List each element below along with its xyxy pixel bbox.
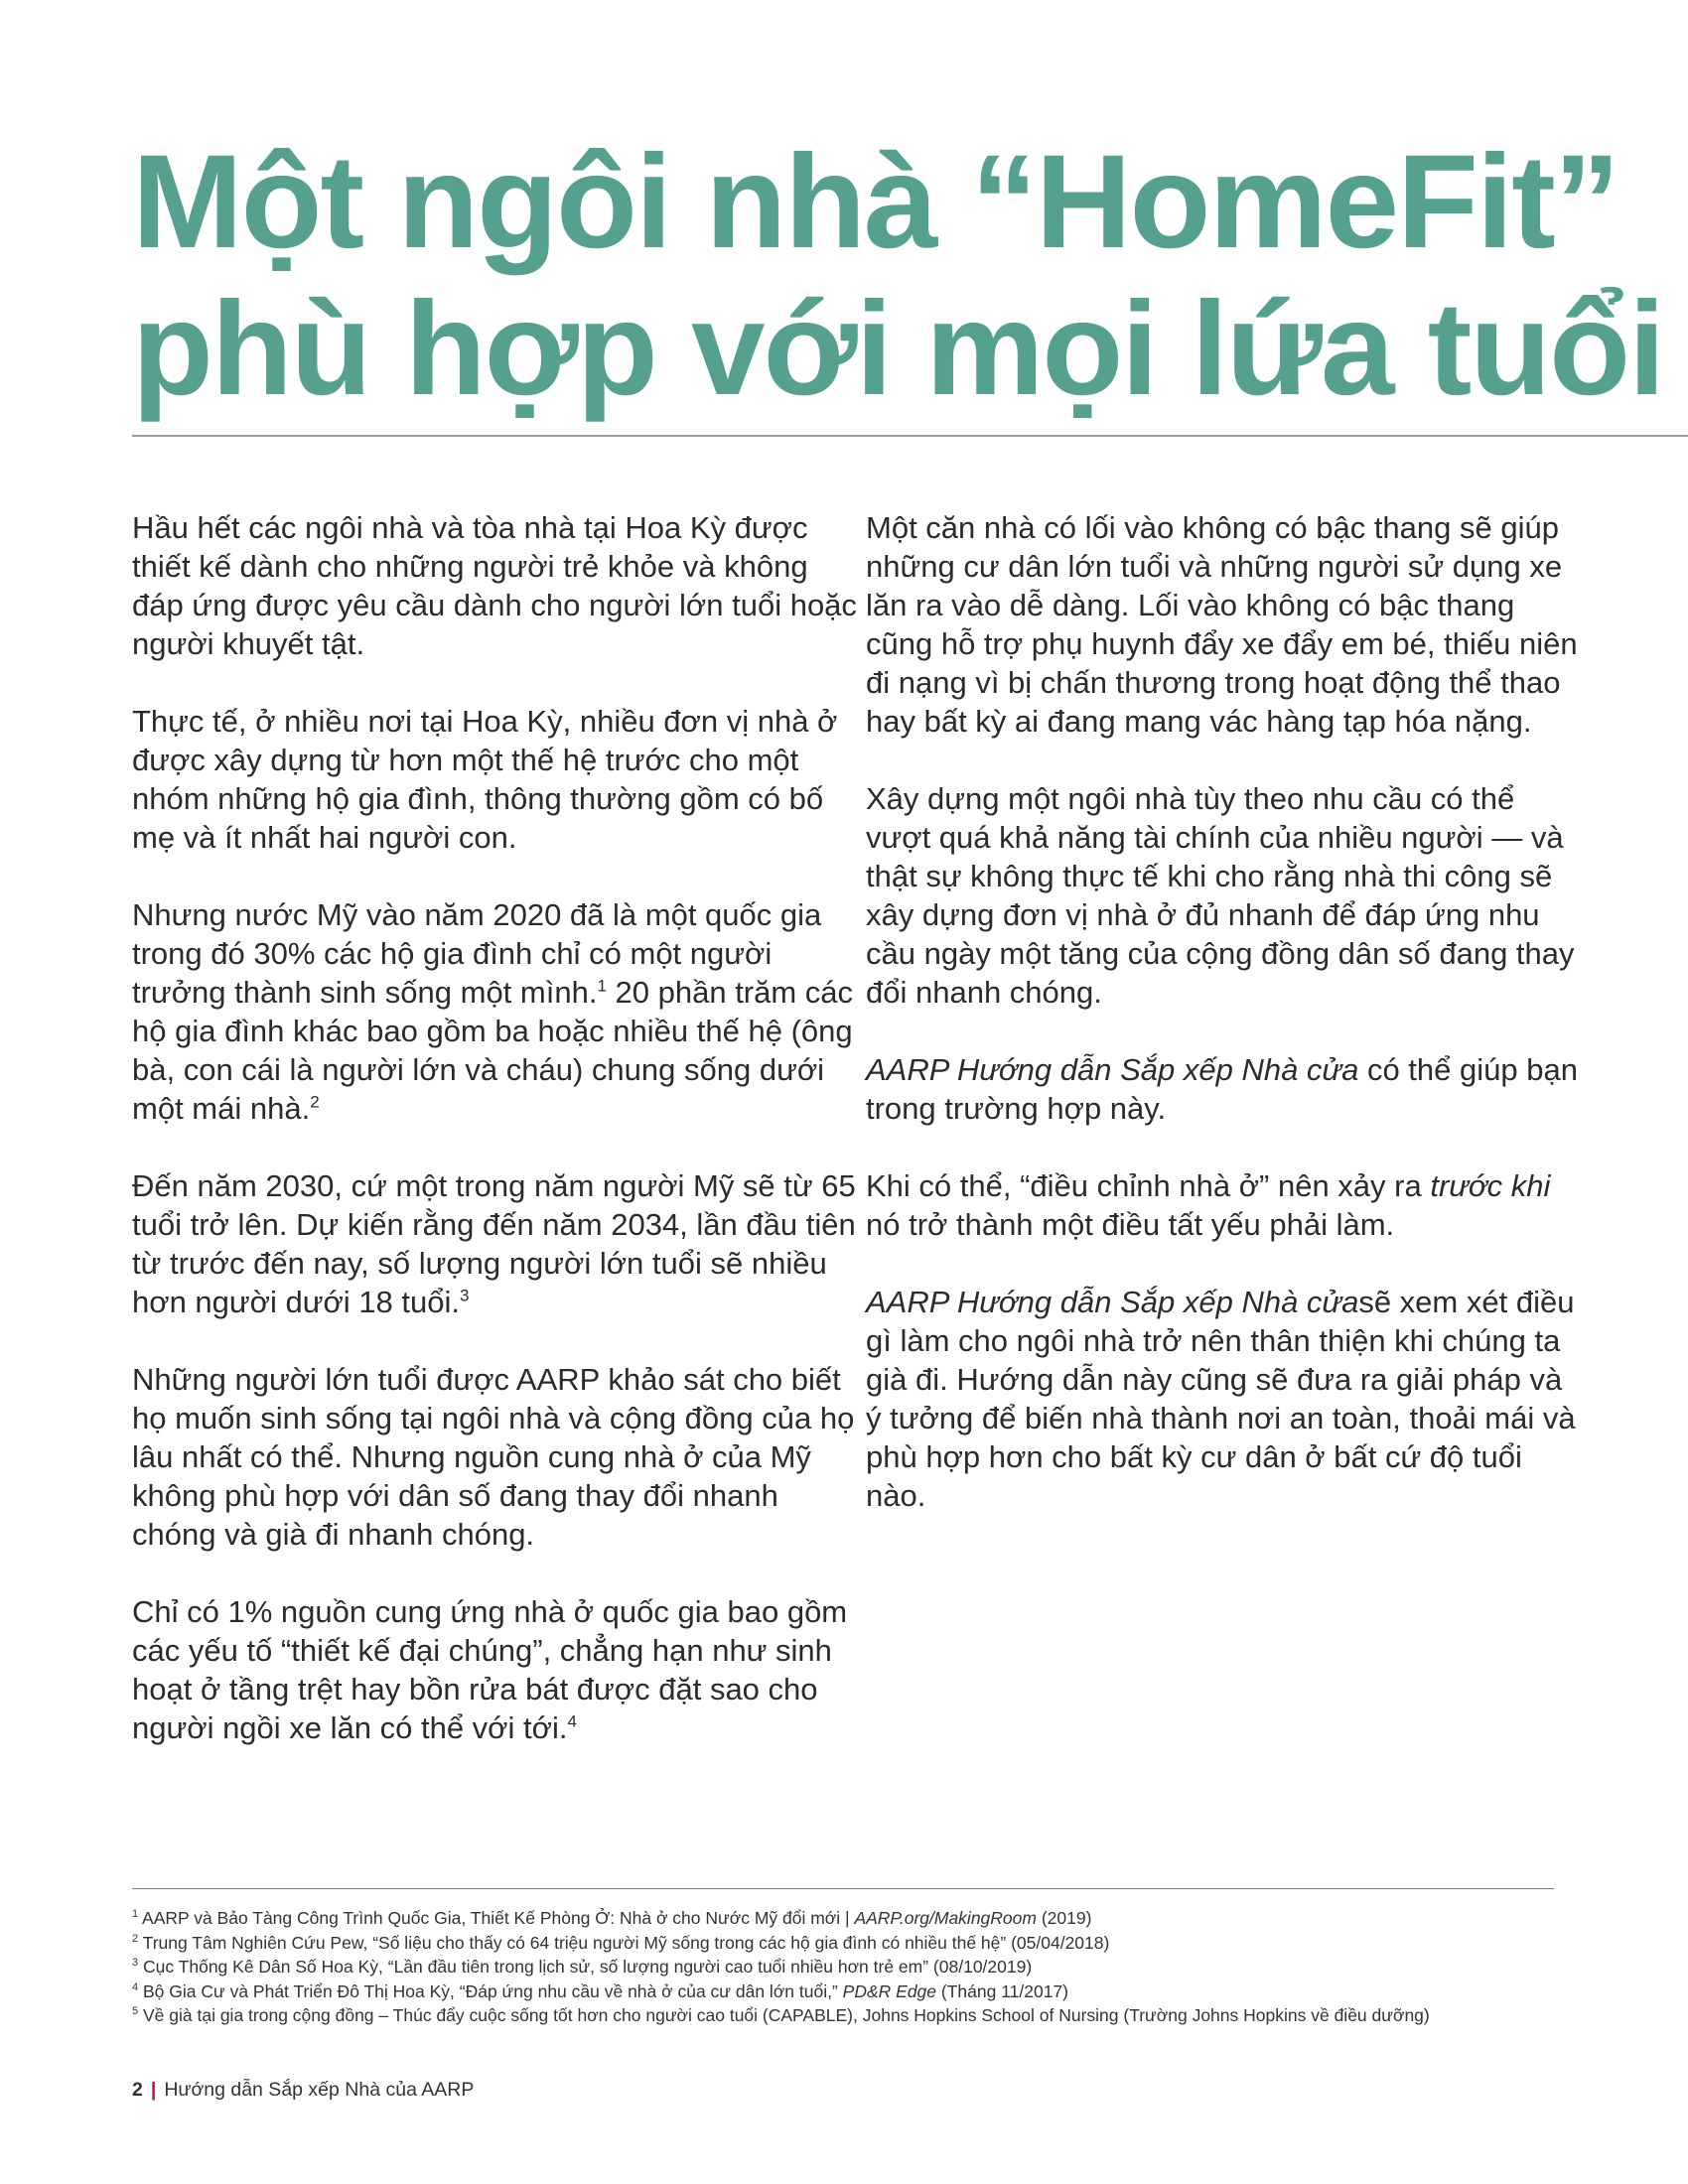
right-paragraph-4 (866, 1166, 1581, 1244)
right-paragraph-4-text-b: nó trở thành một điều tất yếu phải làm. (866, 1207, 1395, 1242)
footnote-link[interactable]: AARP.org/MakingRoom (854, 1908, 1037, 1928)
footnotes (132, 1906, 1621, 2028)
right-paragraph-3 (866, 1050, 1581, 1128)
page-title (132, 128, 1664, 423)
left-paragraph-3-text-b: 20 phần trăm các hộ gia đình khác bao gồm ba hoặc nhiều thế hệ (ông bà, con cái là người lớn và cháu) chung sống dưới một mái nhà. (132, 975, 854, 1126)
left-paragraph-4-text: Đến năm 2030, cứ một trong năm người Mỹ sẽ từ 65 tuổi trở lên. Dự kiến rằng đến năm 2034, lần đầu tiên từ trước đến nay, số lượng người lớn tuổi sẽ nhiều hơn người dưới 18 tuổi. (132, 1168, 856, 1319)
left-paragraph-5: Những người lớn tuổi được AARP khảo sát cho biết họ muốn sinh sống tại ngôi nhà và cộng đồng của họ lâu nhất có thể. Nhưng nguồn cung nhà ở của Mỹ không phù hợp với dân số đang thay đổi nhanh chóng và già đi nhanh chóng. (132, 1362, 855, 1552)
page-number: 2 (132, 2079, 143, 2101)
guide-title-italic-2: AARP Hướng dẫn Sắp xếp Nhà cửa (866, 1285, 1359, 1319)
right-paragraph-4-text-a: Khi có thể, “điều chỉnh nhà ở” nên xảy ra (866, 1168, 1431, 1203)
left-paragraph-6 (132, 1592, 867, 1747)
right-paragraph-3-text: có thể giúp bạn trong trường hợp này. (866, 1052, 1578, 1126)
footnote-2 (132, 1931, 1621, 1956)
guide-title-italic: AARP Hướng dẫn Sắp xếp Nhà cửa (866, 1052, 1359, 1087)
footnote-text-after: (2019) (1036, 1908, 1092, 1928)
page-title-line-2: phù hợp với mọi lứa tuổi (132, 275, 1664, 423)
page-title-line-1: Một ngôi nhà “HomeFit” (132, 128, 1618, 276)
footnote-number: 2 (132, 1932, 139, 1945)
footnote-text: Bộ Gia Cư và Phát Triển Đô Thị Hoa Kỳ, “Đáp ứng nhu cầu về nhà ở của cư dân lớn tuổi,” (143, 1980, 843, 2001)
left-paragraph-3-text-a: Nhưng nước Mỹ vào năm 2020 đã là một quốc gia trong đó 30% các hộ gia đình chỉ có một người trưởng thành sinh sống một mình. (132, 897, 822, 1010)
footnote-italic: PD&R Edge (842, 1980, 937, 2001)
emphasis-before: trước khi (1430, 1168, 1551, 1203)
right-paragraph-2: Xây dựng một ngôi nhà tùy theo nhu cầu có thể vượt quá khả năng tài chính của nhiều người — và thật sự không thực tế khi cho rằng nhà thi công sẽ xây dựng đơn vị nhà ở đủ nhanh để đáp ứng nhu cầu ngày một tăng của cộng đồng dân số đang thay đổi nhanh chóng. (866, 781, 1575, 1010)
footnote-text: Cục Thống Kê Dân Số Hoa Kỳ, “Lần đầu tiên trong lịch sử, số lượng người cao tuổi nhiều hơn trẻ em” (08/10/2019) (143, 1957, 1033, 1977)
footnote-ref-3: 3 (460, 1286, 470, 1305)
right-paragraph-5-text: sẽ xem xét điều gì làm cho ngôi nhà trở nên thân thiện khi chúng ta già đi. Hướng dẫn này cũng sẽ đưa ra giải pháp và ý tưởng để biến nhà thành nơi an toàn, thoải mái và phù hợp hơn cho bất kỳ cư dân ở bất cứ độ tuổi nào. (866, 1285, 1576, 1513)
right-paragraph-5 (866, 1283, 1581, 1515)
footnote-divider (132, 1888, 1554, 1889)
footnote-ref-1: 1 (597, 976, 607, 996)
footnote-number: 1 (132, 1908, 139, 1921)
left-paragraph-6-text: Chỉ có 1% nguồn cung ứng nhà ở quốc gia bao gồm các yếu tố “thiết kế đại chúng”, chẳng hạn như sinh hoạt ở tầng trệt hay bồn rửa bát được đặt sao cho người ngồi xe lăn có thể với tới. (132, 1594, 848, 1745)
footnote-number: 4 (132, 1980, 139, 1993)
left-paragraph-4 (132, 1166, 867, 1321)
footnote-text: Trung Tâm Nghiên Cứu Pew, “Số liệu cho thấy có 64 triệu người Mỹ sống trong các hộ gia đình có nhiều thế hệ” (05/04/2018) (142, 1932, 1110, 1953)
footnote-number: 3 (132, 1957, 139, 1970)
left-column (132, 508, 867, 1786)
page-footer (132, 2079, 474, 2102)
footnote-ref-4: 4 (567, 1711, 577, 1731)
footnote-text-after: (Tháng 11/2017) (936, 1980, 1068, 2001)
right-column (866, 508, 1581, 1554)
publication-name: Hướng dẫn Sắp xếp Nhà của AARP (164, 2079, 475, 2101)
left-paragraph-1: Hầu hết các ngôi nhà và tòa nhà tại Hoa Kỳ được thiết kế dành cho những người trẻ khỏe và không đáp ứng được yêu cầu dành cho người lớn tuổi hoặc người khuyết tật. (132, 510, 857, 661)
footnote-4 (132, 1979, 1621, 2004)
left-paragraph-3 (132, 895, 867, 1128)
footnote-number: 5 (132, 2005, 139, 2018)
footnote-text: AARP và Bảo Tàng Công Trình Quốc Gia, Thiết Kế Phòng Ở: Nhà ở cho Nước Mỹ đổi mới | (142, 1908, 855, 1928)
footnote-1 (132, 1906, 1621, 1931)
footnote-text: Về già tại gia trong cộng đồng – Thúc đẩy cuộc sống tốt hơn cho người cao tuổi (CAPABLE), Johns Hopkins School of Nursing (Trường Johns Hopkins về điều dưỡng) (143, 2005, 1430, 2025)
left-paragraph-2: Thực tế, ở nhiều nơi tại Hoa Kỳ, nhiều đơn vị nhà ở được xây dựng từ hơn một thế hệ trước cho một nhóm những hộ gia đình, thông thường gồm có bố mẹ và ít nhất hai người con. (132, 704, 838, 855)
title-divider (132, 435, 1688, 437)
footnote-ref-2: 2 (310, 1092, 320, 1112)
right-paragraph-1: Một căn nhà có lối vào không có bậc thang sẽ giúp những cư dân lớn tuổi và những người sử dụng xe lăn ra vào dễ dàng. Lối vào không có bậc thang cũng hỗ trợ phụ huynh đẩy xe đẩy em bé, thiếu niên đi nạng vì bị chấn thương trong hoạt động thể thao hay bất kỳ ai đang mang vác hàng tạp hóa nặng. (866, 510, 1578, 739)
footer-separator: | (150, 2079, 157, 2101)
footnote-5 (132, 2003, 1621, 2028)
footnote-3 (132, 1955, 1621, 1979)
